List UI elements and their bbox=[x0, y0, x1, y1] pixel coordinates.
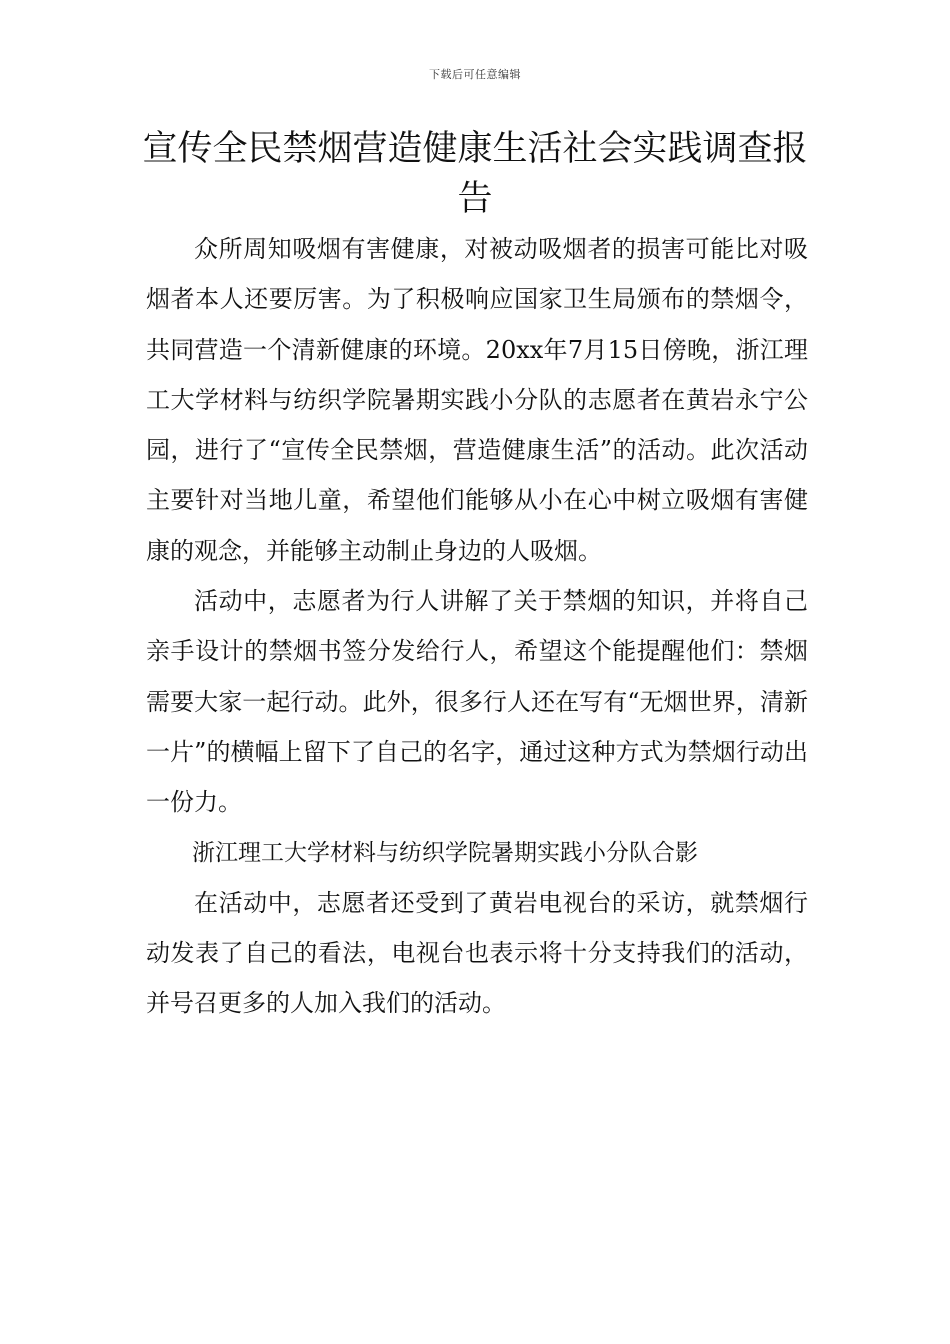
paragraph-intro: 众所周知吸烟有害健康，对被动吸烟者的损害可能比对吸烟者本人还要厉害。为了积极响应国家卫生局颁布的禁烟令，共同营造一个清新健康的环境。20xx年7月15日傍晚，浙江理工大学材料与纺织学院暑期实践小分队的志愿者在黄岩永宁公园，进行了“宣传全民禁烟，营造健康生活”的活动。此次活动主要针对当地儿童，希望他们能够从小在心中树立吸烟有害健康的观念，并能够主动制止身边的人吸烟。 bbox=[146, 235, 808, 565]
paragraph-activity: 活动中，志愿者为行人讲解了关于禁烟的知识，并将自己亲手设计的禁烟书签分发给行人，希望这个能提醒他们：禁烟需要大家一起行动。此外，很多行人还在写有“无烟世界，清新一片”的横幅上留下了自己的名字，通过这种方式为禁烟行动出一份力。 bbox=[146, 587, 808, 817]
header-note: 下载后可任意编辑 bbox=[429, 68, 521, 81]
document-title: 宣传全民禁烟营造健康生活社会实践调查报告 bbox=[142, 129, 808, 219]
photo-caption: 浙江理工大学材料与纺织学院暑期实践小分队合影 bbox=[192, 839, 698, 866]
document-body bbox=[146, 224, 808, 1029]
paragraph-closing: 在活动中，志愿者还受到了黄岩电视台的采访，就禁烟行动发表了自己的看法，电视台也表示将十分支持我们的活动，并号召更多的人加入我们的活动。 bbox=[146, 888, 808, 1018]
